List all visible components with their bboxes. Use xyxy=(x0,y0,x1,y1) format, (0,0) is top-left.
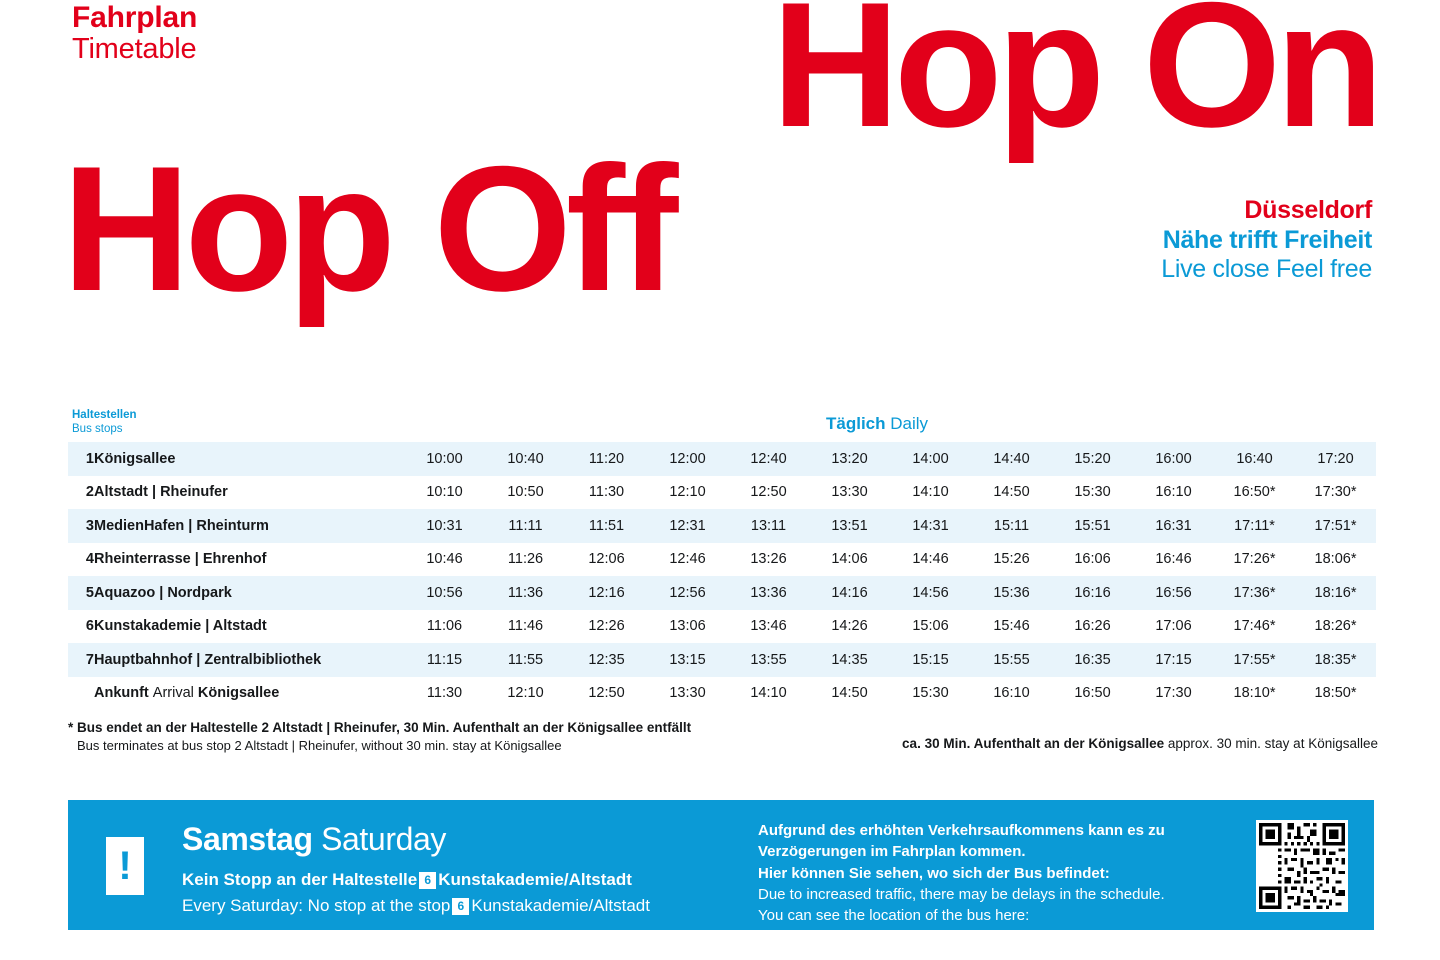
departure-time: 11:20 xyxy=(566,442,647,476)
departure-time: 14:56 xyxy=(890,576,971,610)
departure-time: 12:40 xyxy=(728,442,809,476)
departure-time: 16:40 xyxy=(1214,442,1295,476)
departure-time: 15:30 xyxy=(1074,484,1111,501)
departure-time: 15:36 xyxy=(971,576,1052,610)
notice-sub-en-b: Kunstakademie/Altstadt xyxy=(471,896,650,915)
departure-time: 16:46 xyxy=(1155,551,1192,568)
departure-time: 17:26* xyxy=(1233,551,1276,568)
departure-time: 10:50 xyxy=(507,484,544,501)
departure-time: 16:35 xyxy=(1052,643,1133,677)
notice-delay-de-1: Aufgrund des erhöhten Verkehrsaufkommens kann es zu xyxy=(758,822,1165,839)
departure-time: 18:26* xyxy=(1314,618,1357,635)
hop-off-wordmark: Hop Off xyxy=(62,129,673,328)
brand-claim-de: Nähe trifft Freiheit xyxy=(1162,225,1372,254)
departure-time: 17:20 xyxy=(1295,442,1376,476)
departure-time: 14:50 xyxy=(993,484,1030,501)
departure-time: 14:00 xyxy=(890,442,971,476)
timetable-table xyxy=(68,442,1376,710)
departure-time: 15:55 xyxy=(971,643,1052,677)
table-row-arrival xyxy=(68,677,1376,711)
departure-time: 17:46* xyxy=(1233,618,1276,635)
departure-time: 10:31 xyxy=(404,509,485,543)
departure-time: 16:31 xyxy=(1133,509,1214,543)
table-row xyxy=(68,643,1376,677)
table-row xyxy=(68,476,1376,510)
stop-name: Kunstakademie | Altstadt xyxy=(94,618,267,635)
stop-number: 3 xyxy=(68,509,94,543)
departure-time: 16:10 xyxy=(1155,484,1192,501)
departure-time: 17:51* xyxy=(1295,509,1376,543)
departure-time: 11:51 xyxy=(566,509,647,543)
arrival-time: 13:30 xyxy=(669,685,706,702)
departure-time: 12:26 xyxy=(588,618,625,635)
departure-time: 13:15 xyxy=(647,643,728,677)
arrival-time: 11:30 xyxy=(426,685,463,702)
notice-sub-en xyxy=(182,896,650,916)
departure-time: 11:46 xyxy=(507,618,544,635)
arrival-time: 18:10* xyxy=(1233,685,1276,702)
notice-delay-en-2: You can see the location of the bus here: xyxy=(758,907,1030,925)
departure-time: 15:51 xyxy=(1052,509,1133,543)
stop-badge-6: 6 xyxy=(452,898,469,915)
stop-name-arrival xyxy=(94,677,404,711)
column-header-stops xyxy=(72,408,137,437)
timetable xyxy=(68,402,1374,710)
departure-time: 17:30* xyxy=(1314,484,1357,501)
departure-time: 15:15 xyxy=(890,643,971,677)
notice-sub-de xyxy=(182,870,632,890)
brand-city: Düsseldorf xyxy=(1244,196,1372,224)
stop-name: Hauptbahnhof | Zentralbibliothek xyxy=(94,643,404,677)
arrival-time: 12:10 xyxy=(507,685,544,702)
arrival-time: 16:50 xyxy=(1074,685,1111,702)
column-header-daily-en: Daily xyxy=(890,414,929,433)
table-row xyxy=(68,509,1376,543)
notice-delay-de-2: Verzögerungen im Fahrplan kommen. xyxy=(758,843,1026,861)
arrival-time: 16:10 xyxy=(993,685,1030,702)
departure-time: 11:55 xyxy=(485,643,566,677)
departure-time: 15:06 xyxy=(912,618,949,635)
footnote-asterisk xyxy=(68,718,691,756)
departure-time: 12:31 xyxy=(647,509,728,543)
arrival-time: 14:50 xyxy=(831,685,868,702)
stop-name: Rheinterrasse | Ehrenhof xyxy=(94,551,267,568)
notice-day xyxy=(182,821,446,858)
departure-time: 14:26 xyxy=(831,618,868,635)
departure-time: 11:26 xyxy=(507,551,544,568)
departure-time: 13:36 xyxy=(728,576,809,610)
arrival-time: 15:30 xyxy=(912,685,949,702)
departure-time: 13:11 xyxy=(728,509,809,543)
column-header-stops-en: Bus stops xyxy=(72,423,123,436)
departure-time: 14:16 xyxy=(809,576,890,610)
departure-time: 12:16 xyxy=(566,576,647,610)
departure-time: 11:15 xyxy=(404,643,485,677)
notice-sub-de-a: Kein Stopp an der Haltestelle xyxy=(182,870,418,889)
departure-time: 17:36* xyxy=(1214,576,1295,610)
stop-number: 6 xyxy=(85,618,94,635)
departure-time: 14:31 xyxy=(890,509,971,543)
departure-time: 13:46 xyxy=(750,618,787,635)
notice-day-en: Saturday xyxy=(321,821,446,857)
stop-name: MedienHafen | Rheinturm xyxy=(94,509,404,543)
departure-time: 11:30 xyxy=(588,484,625,501)
departure-time: 15:46 xyxy=(993,618,1030,635)
departure-time: 15:11 xyxy=(971,509,1052,543)
departure-time: 18:35* xyxy=(1295,643,1376,677)
stop-number: 4 xyxy=(85,551,94,568)
arrival-label-en: Arrival xyxy=(152,685,194,702)
departure-time: 14:10 xyxy=(912,484,949,501)
notice-delay-de-3: Hier können Sie sehen, wo sich der Bus befindet: xyxy=(758,864,1110,882)
stop-number: 5 xyxy=(68,576,94,610)
departure-time: 18:16* xyxy=(1295,576,1376,610)
arrival-place: Königsallee xyxy=(197,685,280,702)
notice-day-de: Samstag xyxy=(182,821,313,857)
departure-time: 16:16 xyxy=(1052,576,1133,610)
departure-time: 11:11 xyxy=(485,509,566,543)
departure-time: 12:50 xyxy=(750,484,787,501)
departure-time: 14:06 xyxy=(831,551,868,568)
footnote-stay-de: ca. 30 Min. Aufenthalt an der Königsallee xyxy=(902,736,1165,751)
stop-number xyxy=(68,677,94,711)
table-row xyxy=(68,442,1376,476)
stop-number: 7 xyxy=(68,643,94,677)
departure-time: 12:00 xyxy=(647,442,728,476)
notice-sub-en-a: Every Saturday: No stop at the stop xyxy=(182,896,451,915)
page-title-en: Timetable xyxy=(72,32,197,65)
departure-time: 10:56 xyxy=(404,576,485,610)
footnotes xyxy=(68,718,1378,756)
page-title xyxy=(72,2,197,65)
stop-name: Aquazoo | Nordpark xyxy=(94,576,404,610)
departure-time: 14:40 xyxy=(971,442,1052,476)
arrival-label-de: Ankunft xyxy=(94,685,149,702)
departure-time: 12:06 xyxy=(588,551,625,568)
footnote-asterisk-de: * Bus endet an der Haltestelle 2 Altstadt | Rheinufer, 30 Min. Aufenthalt an der Königsallee entfällt xyxy=(68,720,692,735)
departure-time: 13:06 xyxy=(669,618,706,635)
notice-delay-text xyxy=(758,820,1258,926)
arrival-time: 17:30 xyxy=(1155,685,1192,702)
departure-time: 17:11* xyxy=(1214,509,1295,543)
departure-time: 17:06 xyxy=(1155,618,1192,635)
notice-delay-en-1: Due to increased traffic, there may be delays in the schedule. xyxy=(758,885,1165,903)
stop-name: Altstadt | Rheinufer xyxy=(94,484,228,501)
timetable-body xyxy=(68,442,1376,710)
footnote-asterisk-en: Bus terminates at bus stop 2 Altstadt | Rheinufer, without 30 min. stay at Königsallee xyxy=(77,738,562,754)
departure-time: 16:56 xyxy=(1133,576,1214,610)
table-row xyxy=(68,610,1376,644)
departure-time: 13:20 xyxy=(809,442,890,476)
departure-time: 13:26 xyxy=(750,551,787,568)
arrival-time: 14:10 xyxy=(750,685,787,702)
departure-time: 11:36 xyxy=(485,576,566,610)
arrival-time: 12:50 xyxy=(588,685,625,702)
departure-time: 13:30 xyxy=(831,484,868,501)
departure-time: 10:00 xyxy=(404,442,485,476)
column-header-stops-de: Haltestellen xyxy=(72,409,137,421)
exclamation-icon: ! xyxy=(106,837,144,895)
departure-time: 14:35 xyxy=(809,643,890,677)
table-row xyxy=(68,576,1376,610)
header xyxy=(0,0,1440,400)
stop-badge-6: 6 xyxy=(419,872,436,889)
departure-time: 10:10 xyxy=(426,484,463,501)
departure-time: 16:06 xyxy=(1074,551,1111,568)
stop-number: 2 xyxy=(85,484,94,501)
departure-time: 18:06* xyxy=(1314,551,1357,568)
departure-time: 17:15 xyxy=(1133,643,1214,677)
saturday-notice xyxy=(68,800,1374,930)
brand-claim xyxy=(1161,196,1372,285)
stop-name: Königsallee xyxy=(94,442,404,476)
column-header-daily xyxy=(826,414,928,434)
page-title-de: Fahrplan xyxy=(72,1,198,34)
departure-time: 14:46 xyxy=(912,551,949,568)
departure-time: 11:06 xyxy=(426,618,463,635)
footnote-stay-en: approx. 30 min. stay at Königsallee xyxy=(1167,736,1378,751)
qr-code-image xyxy=(1256,820,1348,912)
departure-time: 12:10 xyxy=(669,484,706,501)
departure-time: 15:20 xyxy=(1052,442,1133,476)
departure-time: 12:35 xyxy=(566,643,647,677)
departure-time: 13:51 xyxy=(809,509,890,543)
notice-sub-de-b: Kunstakademie/Altstadt xyxy=(438,870,632,889)
arrival-time: 18:50* xyxy=(1314,685,1357,702)
departure-time: 12:56 xyxy=(647,576,728,610)
table-row xyxy=(68,543,1376,577)
departure-time: 15:26 xyxy=(993,551,1030,568)
departure-time: 10:40 xyxy=(485,442,566,476)
departure-time: 10:46 xyxy=(426,551,463,568)
departure-time: 16:50* xyxy=(1233,484,1276,501)
timetable-header xyxy=(68,402,1374,442)
brand-claim-en: Live close Feel free xyxy=(1161,255,1372,283)
column-header-daily-de: Täglich xyxy=(826,414,886,433)
departure-time: 12:46 xyxy=(669,551,706,568)
hop-on-wordmark: Hop On xyxy=(771,0,1378,164)
stop-number: 1 xyxy=(68,442,94,476)
qr-code[interactable] xyxy=(1256,820,1348,912)
departure-time: 13:55 xyxy=(728,643,809,677)
departure-time: 16:26 xyxy=(1074,618,1111,635)
footnote-stay xyxy=(902,718,1378,751)
departure-time: 16:00 xyxy=(1133,442,1214,476)
departure-time: 17:55* xyxy=(1214,643,1295,677)
